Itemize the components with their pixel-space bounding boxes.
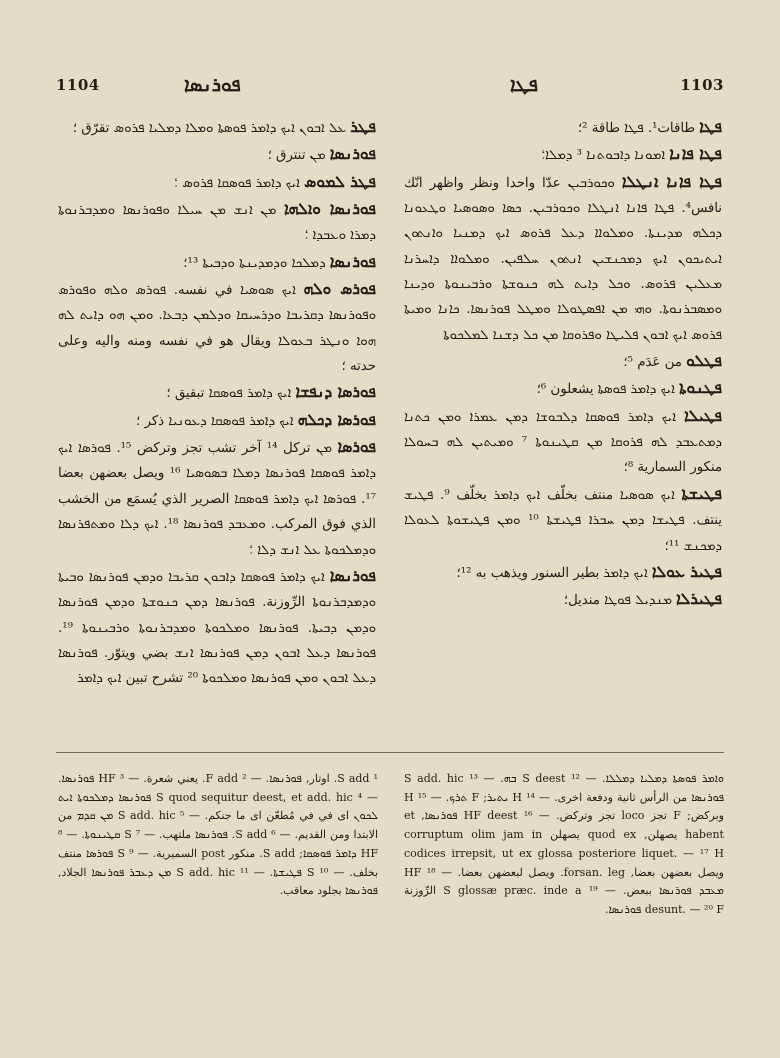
left-column — [58, 114, 376, 738]
entry-headword: ܦܛܝܫܬܐ — [681, 483, 722, 503]
dictionary-entry — [404, 348, 722, 375]
entry-headword: ܦܛܠܘ — [686, 351, 722, 371]
dictionary-entry — [58, 114, 376, 141]
right-footnotes — [404, 770, 724, 920]
dictionary-entry — [58, 379, 376, 406]
dictionary-entry — [58, 276, 376, 379]
entry-text: ܕܡܠܟܐ ܘܕܡܕܝܢܬܐ ܘܕܒܝܬܐ ¹³؛ — [183, 255, 326, 271]
dictionary-entry — [58, 407, 376, 434]
entry-text: ܐܝܟ ܕܐܡܪ ܦܘܣܩܐ ܕܐܒܘܢ ܩܪܝܒܐ ܘܕܡܢ ܦܘܪܢܣܐ ܘܒܝܬܐ ܘܕܡܕܒܪܢܘܬܐ الرِّوزنة. ܦܘܪܢܣܐ ܕܡܢ ܟܢܘܫܬܐ ܘܕܡܢ ܦܘܪܢܣܐ ܘܕܡܢ ܕܒܝܬܐ. ܦܘܪܢܣܐ ܘܡܠܟܘܬܐ ܘܡܕܒܪܢܘܬܐ ܘܪܒܝܢܘܬܐ ¹⁹. ܦܘܪܢܣܐ ܕܥܠ ܐܒܘܢ ܕܡܢ ܦܘܪܢܣܐ ܐܢܫ بضي ويتوّر. ܦܘܪܢܣܐ ܕܥܠ ܐܒܘܢ ܘܡܢ ܦܘܪܢܣܐ ܘܡܠܟܘܬܐ ²⁰ تشرح تبين ܐܝܟ ܕܐܡܪ — [58, 569, 376, 687]
entry-headword: ܦܛܐ ܦܐܢܐ — [669, 144, 722, 164]
entry-text: ܐܝܟ ܕܐܡܪ ܦܘܣܬܐ يشعلون ⁶؛ — [536, 382, 675, 398]
entry-text: ܐܝܟ ܕܐܡܪ ܦܘܣܩܐ ܕܠܒܘܫܐ ܕܡܢ ܥܡܪܐ ܘܡܢ ܟܬܢܐ ܕܡܬܥܒܕ ܠܗ ܦܪܘܩܐ ܡܢ ܩܛܝܢܘܬܐ ⁷ ܘܡܝܬܝܢ ܠܗ ܒܚܘܠܐ منكور السمارية ⁸؛ — [404, 409, 722, 476]
entry-text: ܐܝܟ ܕܐܡܪ بطير السنور ويذهب به ¹²؛ — [456, 565, 648, 581]
left-page-number: 1104 — [56, 76, 100, 94]
dictionary-entry — [58, 141, 376, 168]
right-column — [404, 114, 722, 738]
entry-text: ܘܟܘܪܒܝܢ عدّا واحدا ونظر واظهر انّك نافس⁴. ܦܛܐ ܦܐܢܐ ܐܢܛܠܐ ܘܟܘܪܒܝܢ. ܟܣܐ ܘܣܘܣܝܐ ܘܛܥܘܢܐ ܕܟܠܗ ܡܕܝܢܬܐ. ܘܡܠܘܐܐ ܕܥܠ ܦܪܘܣ ܐܝܟ ܕܡܢܝܐ ܘܐܢܬܘܢ ܐܝܬܝܟܘܢ ܐܝܟ ܕܡܟܢܫܝܢ ܐܢܬܘܢ ܚܠܦܝܢ. ܘܡܠܘܐܐ ܕܐܚܪܢܐ ܡܥܠܝܢ ܦܪܘܣ. ܘܟܠ ܕܐܝܬ ܠܗ ܟܢܘܫܬܐ ܘܪܒܝܢܘܬܐ ܘܕܝܢܐ ܘܡܣܒܪܢܘܬܐ. ܘܗܝ ܡܢ ܐܦܣܛܘܠܐ ܘܡܛܠ ܦܘܪܢܣܐ. ܟܐܢܐ ܘܡܝܬܐ ܦܪܘܣ ܐܝܟ ܐܒܘܢ ܦܠܝܛܐ ܘܦܪܘܩܐ ܡܢ ܟܠ ܕܫܢܐ ܠܡܠܟܘܬܐ — [404, 175, 722, 343]
footnote-text: ܘܐܡܪ ܦܘܣܬܐ ܕܡܠܝܐ ܕܡܠܠܐ. — ¹² S deest ܒܗ. — ¹³ S add. hic ܦܘܪܢܣܐ من الرأس ثانية ودفعة اخرى. — ¹⁴ H ܝܬܝܪ; F ܬܪܟ. — ¹⁵ H وبركض; F تجز loco تجز وتركض. — ¹⁶ HF deest ܦܘܪܢܣܐ, et habent يصهلن, quod ex يصهلن corruptum olim jam in codices irrepsit, ut ex glossa posteriore liquet. — ¹⁷ H ويصل بعضهن بعضا, forsan. leg. ويصل لبعضهن بعضا. — ¹⁸ HF ܡܥܒܕ ܦܘܪܢܣܐ ببعض. — ¹⁹ S glossæ præc. inde a الرِّوزنة desunt. — ²⁰ F ܦܘܪܢܣܐ. — [404, 772, 724, 916]
entry-headword: ܦܘܪܣ ܘܠܗ — [303, 279, 376, 299]
dictionary-entry — [404, 403, 722, 481]
entry-text: ܡܢܕܝܠ ܦܘܛܐ مندیل؛ — [563, 593, 672, 609]
entry-headword: ܦܘܪܣܐ ܕܟܠܗ — [297, 409, 376, 429]
entry-headword: ܦܘܪܢܣܐ ܘܐܠܗܐ — [284, 199, 376, 219]
entry-headword: ܦܛܝܪܠܐ — [676, 589, 722, 609]
entry-text: ܡܢ تركل ¹⁴ آخر تشب تجز وتركض ¹⁵. ܦܘܪܣܐ ܐܝܟ ܕܐܡܪ ܦܘܣܩܐ ܦܘܪܢܣܐ ܕܡܠܐ ܒܣܘܣܝܐ ¹⁶ ويصل بعضهن بعضا ¹⁷. ܦܘܪܣܐ ܐܝܟ ܕܐܡܪ ܦܘܣܩܐ الصرير الذي يُسمَع من الخشب الذي فوق المركب. ܘܡܥܒܕ ܦܘܪܢܣܐ ¹⁸. ܐܝܟ ܕܠܐ ܘܡܬܦܪܢܣܐ ܘܕܡܠܟܘܬܐ ܥܠ ܐܢܫ ܕܠܐ ؛ — [58, 441, 376, 558]
entry-text: طاقات¹. ܦܛܐ طاقة ²؛ — [577, 121, 695, 136]
entry-text: ܐܝܟ ܕܐܡܪ ܦܘܣܩܐ ܕܥܘܢܝܐ ذكر ؛ — [136, 413, 294, 429]
left-running-head: ܦܘܪܢܣܐ — [184, 74, 241, 96]
entry-headword: ܦܘܪܣܐ ܕܢܦܫܐ — [295, 382, 376, 402]
entry-text: ܡܢ ܐܢܫ ܡܢ ܚܝܠܐ ܘܦܘܪܢܣܐ ܘܡܕܒܪܢܘܬܐ ܕܡܪܐ ܘܥܒܕܐ ؛ — [58, 203, 376, 244]
entry-headword: ܦܘܪܢܣܐ — [329, 565, 376, 585]
entry-text: ܐܝܟ ܣܘܣܝܐ في نفسه. ܦܘܪܣ ܘܠܗ ܘܦܘܪܣ ܘܦܘܪܢܣܐ ܕܩܪܝܒܐ ܘܕܪܚܝܩܐ ܘܕܠܡܢ ܕܒܥܐ. ܘܡܢ ܗܘ ܕܐܝܬ ܠܗ ܗܘܐ ܘܢܛܪ ܒܥܘܠܐ ويقال هو في نفسه ومنه واليه وعلى حدته ؛ — [58, 283, 376, 375]
left-footnotes — [58, 770, 378, 920]
entry-headword: ܦܛܝܪ ܥܘܠܐ — [651, 561, 722, 581]
dictionary-entry — [404, 375, 722, 402]
entry-text: ܡܢ تنترق ؛ — [267, 148, 326, 164]
entry-headword: ܦܘܪܢܣܐ — [329, 251, 376, 271]
footnote-rule — [56, 752, 724, 753]
entry-text: من عَدَم ⁵؛ — [623, 355, 682, 371]
entry-headword: ܦܛܪ — [350, 117, 376, 136]
entry-headword: ܦܛܝܠܐ — [684, 405, 722, 425]
right-running-head: ܦܛܐ — [510, 74, 538, 96]
entry-headword: ܦܛܪ ܠܡܘܣ — [304, 171, 376, 191]
entry-text: ܐܝܟ ܕܐܡܪ ܦܘܣܩܐ ܦܪܘܣ ؛ — [174, 175, 300, 191]
page-header — [56, 76, 724, 106]
entry-headword: ܦܛܐ — [699, 117, 722, 136]
entry-headword: ܦܛܐ ܦܐܢܐ ܐܢܛܠܐ — [621, 171, 722, 191]
entry-text: ܐܝܟ ܣܘܣܝܐ منتف بخلّف ܐܝܟ ܕܐܡܪ بخلّف ⁹. ܦܛܝܫ ينتف. ܦܛܝܫܐ ܕܡܢ ܚܒܪܐ ܦܛܝܫܬܐ ¹⁰ ܘܡܢ ܦܛܝܫܘܬܐ ܠܥܘܠܐ ܕܡܟܢܫ ¹¹؛ — [404, 487, 722, 554]
dictionary-entry — [58, 434, 376, 563]
footnote-text: ¹ S add. اوتار, ܦܘܪܢܣܐ. — ² F add. يعني شعرة. — ³ HF ܦܘܪܢܣܐ. — ⁴ S quod sequitur deest, et add. hic ܦܘܪܢܣܐ ܕܡܠܟܘܬܐ ܐܝܬ ܠܟܘܢ اى في في مُطعّن اى ما جنكم. — ⁵ S add. hic ܡܢ ܩܕܡ من الابتدا ومن القديم. — ⁶ S add. ܦܘܪܢܣܐ ملتهب. — ⁷ S ܩܛܝܢܘܬܐ. — ⁸ HF ܕܐܡܪ ܦܘܣܩܐ; S add. منكور post السميرية. — ⁹ S ܦܘܪܣܐ منتف بخلف. — ¹⁰ S ܦܛܝܫܬܐ. — ¹¹ S add. hic ܡܢ ܕܥܒܪ ܦܘܪܢܣܐ الجلاد, ܦܘܪܢܣܐ بجلود معاقب. — [58, 772, 378, 898]
dictionary-entry — [404, 586, 722, 613]
dictionary-entry — [58, 563, 376, 692]
dictionary-entry — [404, 141, 722, 168]
entry-headword: ܦܛܢܘܬܐ — [679, 378, 722, 398]
dictionary-entry — [404, 481, 722, 559]
entry-text: ܐܝܟ ܕܐܡܪ ܦܘܣܩܐ تبقيق ؛ — [166, 386, 292, 402]
entry-text: ܐܡܘܢܐ ܕܐܒܘܬܢܐ ³ ܕܡܠܐ؛ — [541, 148, 666, 164]
dictionary-entry — [58, 196, 376, 249]
dictionary-entry — [404, 559, 722, 586]
dictionary-entry — [58, 169, 376, 196]
dictionary-entry — [404, 169, 722, 348]
entry-headword: ܦܘܪܢܣܐ — [329, 144, 376, 164]
dictionary-entry — [58, 249, 376, 276]
entry-text: ܥܠ ܐܒܘܢ ܐܝܟ ܕܐܡܪ ܦܘܣܬܐ ܘܡܠܐ ܕܡܠܝܐ ܦܪܘܣ تقرّق ؛ — [72, 121, 346, 136]
right-page-number: 1103 — [680, 76, 724, 94]
dictionary-entry — [404, 114, 722, 141]
entry-headword: ܦܘܪܣܐ — [337, 437, 376, 457]
